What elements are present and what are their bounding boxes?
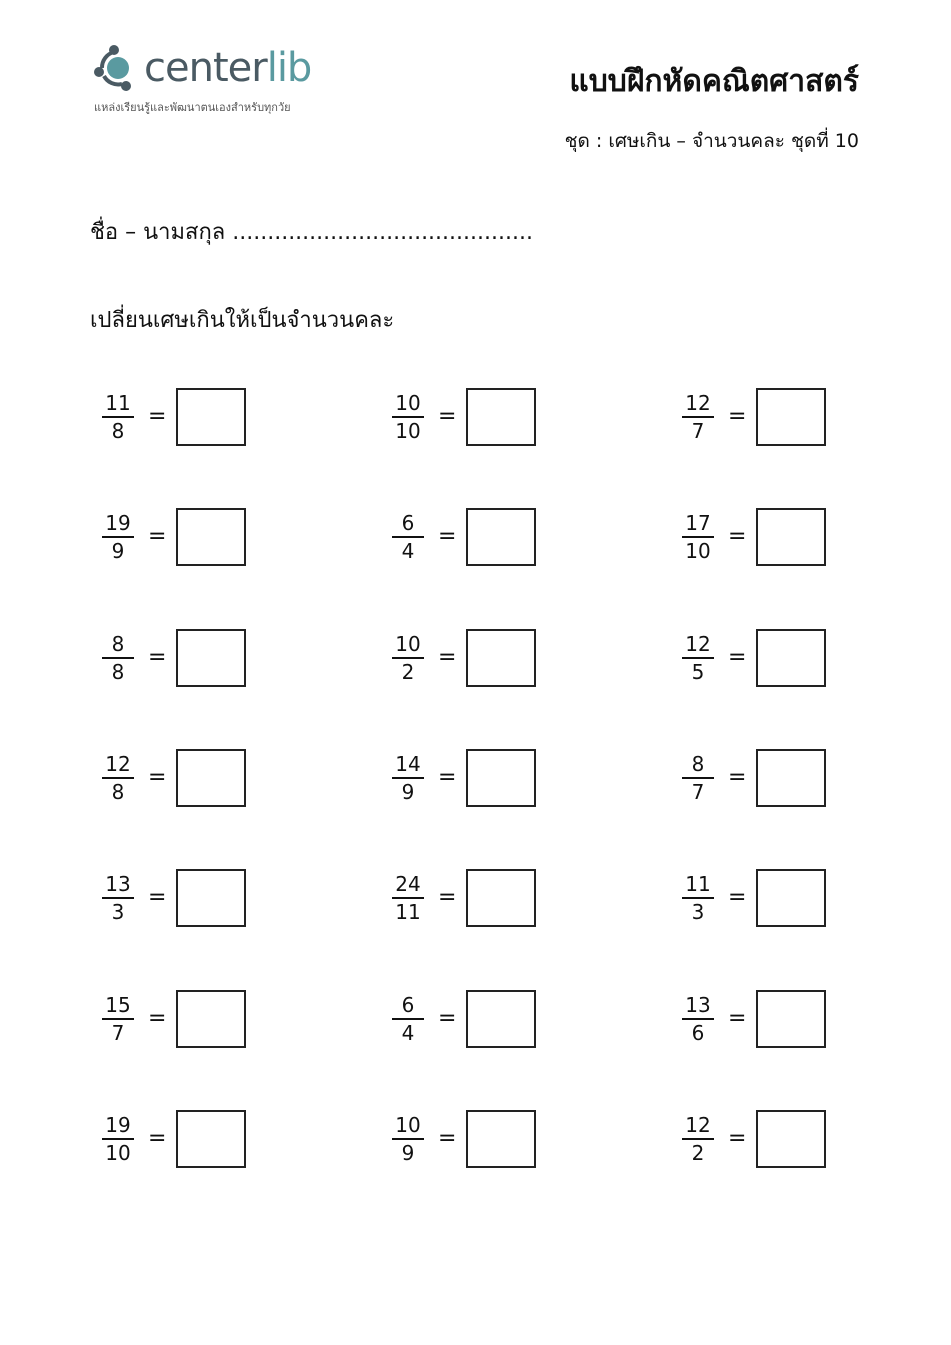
answer-box[interactable] [756,749,826,807]
fraction-denominator: 10 [395,419,421,443]
fraction-problem [388,629,558,691]
logo-text-accent: lib [266,45,312,91]
fraction-numerator: 19 [105,1113,131,1137]
improper-fraction [388,751,428,805]
fraction-problem [678,508,848,570]
equals-sign: = [438,1006,457,1031]
fraction-denominator: 7 [111,1021,125,1045]
centerlib-logo [92,42,352,114]
equals-sign: = [148,885,167,910]
fraction-denominator: 7 [691,419,705,443]
fraction-numerator: 24 [395,872,421,896]
equals-sign: = [438,524,457,549]
fraction-problem [678,869,848,931]
fraction-numerator: 19 [105,511,131,535]
improper-fraction [98,390,138,444]
answer-box[interactable] [466,508,536,566]
fraction-denominator: 8 [111,660,125,684]
fraction-denominator: 4 [401,539,415,563]
instruction-text: เปลี่ยนเศษเกินให้เป็นจำนวนคละ [90,308,395,333]
fraction-problem [98,749,268,811]
fraction-numerator: 12 [685,391,711,415]
equals-sign: = [728,524,747,549]
worksheet-subtitle: ชุด : เศษเกิน – จำนวนคละ ชุดที่ 10 [564,130,859,152]
fraction-numerator: 10 [395,1113,421,1137]
improper-fraction [678,992,718,1046]
fraction-problem [678,388,848,450]
answer-box[interactable] [466,388,536,446]
fraction-problem [388,1110,558,1172]
answer-box[interactable] [176,1110,246,1168]
improper-fraction [388,992,428,1046]
fraction-denominator: 2 [691,1141,705,1165]
answer-box[interactable] [176,388,246,446]
logo-wordmark [144,44,311,92]
fraction-numerator: 12 [105,752,131,776]
answer-box[interactable] [176,629,246,687]
answer-box[interactable] [466,1110,536,1168]
answer-box[interactable] [466,990,536,1048]
answer-box[interactable] [176,869,246,927]
fraction-numerator: 12 [685,632,711,656]
fraction-problem [678,990,848,1052]
logo-tagline: แหล่งเรียนรู้และพัฒนาตนเองสำหรับทุกวัย [94,101,291,114]
fraction-problem [678,749,848,811]
logo-molecule-icon [92,42,148,94]
fraction-numerator: 17 [685,511,711,535]
answer-box[interactable] [756,508,826,566]
improper-fraction [98,510,138,564]
equals-sign: = [148,524,167,549]
improper-fraction [678,390,718,444]
fraction-numerator: 13 [105,872,131,896]
student-name-line: ชื่อ – นามสกุล ........................................... [90,220,533,245]
improper-fraction [678,871,718,925]
fraction-problem [98,508,268,570]
equals-sign: = [728,645,747,670]
improper-fraction [678,631,718,685]
improper-fraction [388,390,428,444]
improper-fraction [678,1112,718,1166]
fraction-numerator: 8 [111,632,125,656]
equals-sign: = [148,1006,167,1031]
equals-sign: = [148,404,167,429]
answer-box[interactable] [466,749,536,807]
improper-fraction [98,751,138,805]
fraction-denominator: 8 [111,780,125,804]
equals-sign: = [728,404,747,429]
fraction-numerator: 12 [685,1113,711,1137]
logo-text-main: center [144,45,267,91]
fraction-problem [678,629,848,691]
fraction-denominator: 9 [401,1141,415,1165]
fraction-problem [98,990,268,1052]
fraction-denominator: 6 [691,1021,705,1045]
equals-sign: = [728,885,747,910]
answer-box[interactable] [756,990,826,1048]
equals-sign: = [728,1006,747,1031]
fraction-problem [388,869,558,931]
answer-box[interactable] [176,990,246,1048]
answer-box[interactable] [756,629,826,687]
improper-fraction [98,1112,138,1166]
answer-box[interactable] [756,388,826,446]
fraction-numerator: 6 [401,511,415,535]
equals-sign: = [728,765,747,790]
fraction-denominator: 4 [401,1021,415,1045]
improper-fraction [678,510,718,564]
equals-sign: = [148,1126,167,1151]
worksheet-title: แบบฝึกหัดคณิตศาสตร์ [569,64,859,99]
equals-sign: = [438,885,457,910]
equals-sign: = [438,645,457,670]
equals-sign: = [148,645,167,670]
improper-fraction [98,631,138,685]
improper-fraction [388,871,428,925]
fraction-denominator: 11 [395,900,421,924]
fraction-denominator: 2 [401,660,415,684]
equals-sign: = [438,1126,457,1151]
equals-sign: = [438,404,457,429]
improper-fraction [388,510,428,564]
fraction-numerator: 10 [395,391,421,415]
fraction-problem [98,388,268,450]
fraction-numerator: 11 [685,872,711,896]
fraction-numerator: 13 [685,993,711,1017]
improper-fraction [98,871,138,925]
fraction-denominator: 3 [111,900,125,924]
answer-box[interactable] [176,749,246,807]
fraction-problem [388,508,558,570]
fraction-problem [388,749,558,811]
equals-sign: = [148,765,167,790]
fraction-problem [388,388,558,450]
fraction-denominator: 10 [105,1141,131,1165]
fraction-numerator: 14 [395,752,421,776]
improper-fraction [388,631,428,685]
fraction-denominator: 5 [691,660,705,684]
answer-box[interactable] [466,629,536,687]
fraction-numerator: 10 [395,632,421,656]
answer-box[interactable] [176,508,246,566]
fraction-problem [98,629,268,691]
fraction-denominator: 7 [691,780,705,804]
improper-fraction [98,992,138,1046]
improper-fraction [678,751,718,805]
fraction-numerator: 6 [401,993,415,1017]
answer-box[interactable] [466,869,536,927]
fraction-problem [98,1110,268,1172]
fraction-denominator: 9 [401,780,415,804]
fraction-denominator: 9 [111,539,125,563]
answer-box[interactable] [756,869,826,927]
fraction-numerator: 8 [691,752,705,776]
fraction-numerator: 11 [105,391,131,415]
fraction-numerator: 15 [105,993,131,1017]
improper-fraction [388,1112,428,1166]
fraction-denominator: 3 [691,900,705,924]
fraction-denominator: 8 [111,419,125,443]
fraction-problem [678,1110,848,1172]
fraction-denominator: 10 [685,539,711,563]
equals-sign: = [438,765,457,790]
answer-box[interactable] [756,1110,826,1168]
fraction-problem [388,990,558,1052]
equals-sign: = [728,1126,747,1151]
fraction-problem [98,869,268,931]
